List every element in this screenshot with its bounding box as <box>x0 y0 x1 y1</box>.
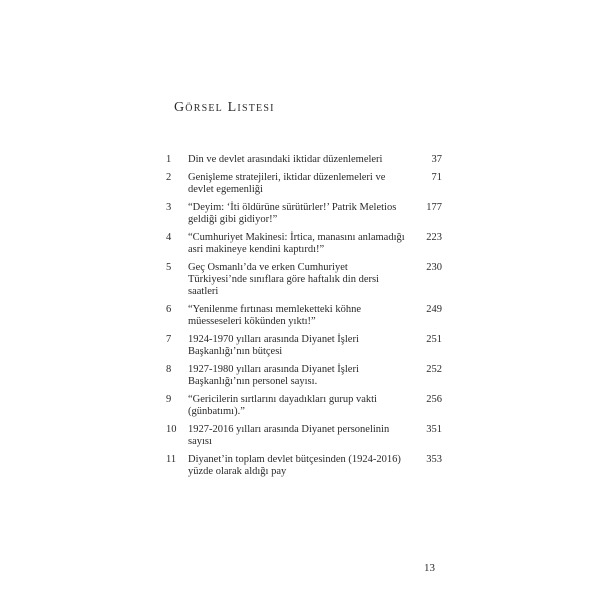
item-page: 177 <box>426 201 442 213</box>
list-item <box>166 454 442 479</box>
item-page: 353 <box>426 454 442 465</box>
page-number: 13 <box>424 562 435 574</box>
item-number: 5 <box>166 261 172 273</box>
item-caption: Geç Osmanlı’da ve erken Cumhuriyet Türkiyesi’nde sınıflara göre haftalık din dersi saatleri <box>188 261 379 298</box>
item-caption: Diyanet’in toplam devlet bütçesinden (1924-2016) yüzde olarak aldığı pay <box>188 454 401 478</box>
item-number: 1 <box>166 154 172 165</box>
list-item <box>166 262 442 299</box>
item-caption: 1927-2016 yılları arasında Diyanet personelinin sayısı <box>188 424 390 448</box>
list-item <box>166 334 442 359</box>
item-page: 230 <box>426 261 442 273</box>
page-title: Görsel Listesi <box>174 100 275 115</box>
item-number: 6 <box>166 304 172 315</box>
item-page: 71 <box>431 171 442 183</box>
item-caption: “Yenilenme fırtınası memleketteki köhne müesseseleri kökünden yıktı!” <box>188 304 362 328</box>
item-number: 11 <box>166 454 177 465</box>
list-item <box>166 424 442 449</box>
list-item <box>166 394 442 419</box>
item-page: 252 <box>426 364 442 375</box>
item-caption: Din ve devlet arasındaki iktidar düzenlemeleri <box>188 154 383 165</box>
item-number: 10 <box>166 424 177 435</box>
item-caption: Genişleme stratejileri, iktidar düzenlemeleri ve devlet egemenliği <box>188 171 386 195</box>
item-caption: 1927-1980 yılları arasında Diyanet İşleri Başkanlığı’nın personel sayısı. <box>188 364 359 388</box>
item-number: 8 <box>166 364 172 375</box>
list-item <box>166 304 442 329</box>
item-number: 4 <box>166 231 172 243</box>
list-item <box>166 232 442 257</box>
list-item <box>166 154 442 166</box>
item-number: 3 <box>166 201 172 213</box>
item-number: 9 <box>166 394 172 405</box>
figure-list <box>166 154 442 484</box>
item-caption: “Deyim: ‘İti öldürüne sürütürler!’ Patrik Meletios geldiği gibi gidiyor!” <box>188 201 397 225</box>
item-caption: 1924-1970 yılları arasında Diyanet İşleri Başkanlığı’nın bütçesi <box>188 334 359 358</box>
item-page: 256 <box>426 394 442 405</box>
list-item <box>166 202 442 227</box>
item-page: 223 <box>426 231 442 243</box>
item-page: 249 <box>426 304 442 315</box>
list-item <box>166 172 442 197</box>
item-page: 37 <box>431 154 442 165</box>
item-number: 2 <box>166 171 172 183</box>
item-caption: “Cumhuriyet Makinesi: İrtica, manasını anlamadığı asri makineye kendini kaptırdı!” <box>188 231 405 255</box>
item-number: 7 <box>166 334 172 345</box>
item-page: 351 <box>426 424 442 435</box>
item-caption: “Gericilerin sırtlarını dayadıkları gurup vakti (günbatımı).” <box>188 394 377 418</box>
list-item <box>166 364 442 389</box>
item-page: 251 <box>426 334 442 345</box>
